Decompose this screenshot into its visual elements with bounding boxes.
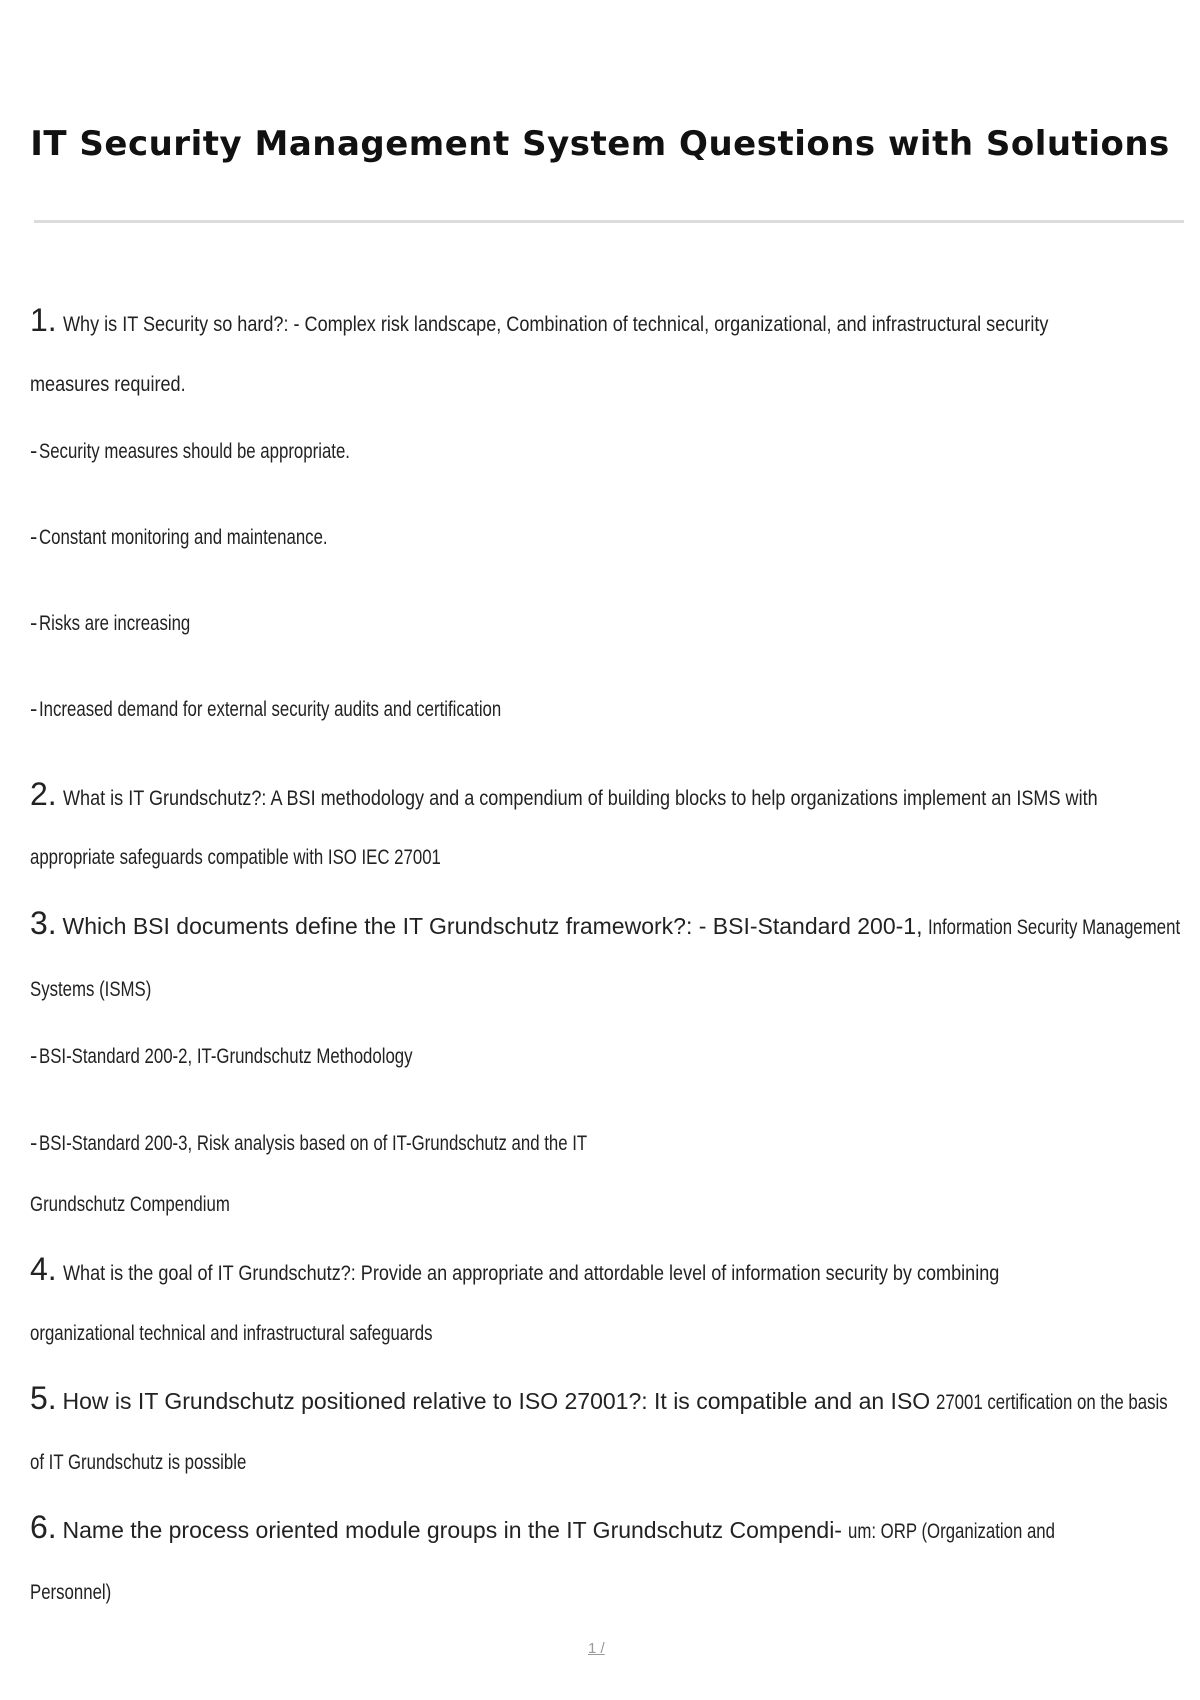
bullet-text: Constant monitoring and maintenance.	[39, 526, 328, 549]
question-text: 27001 certification on the basis	[936, 1391, 1168, 1414]
title-divider	[34, 220, 1184, 223]
answer-bullet	[30, 438, 428, 464]
bullet-dash: -	[30, 696, 38, 721]
bullet-text: Security measures should be appropriate.	[39, 440, 351, 463]
question-4	[30, 1251, 1151, 1288]
answer-bullet	[30, 524, 400, 550]
question-text: of IT Grundschutz is possible	[30, 1451, 247, 1474]
question-5-cont	[30, 1451, 300, 1475]
question-number: 2.	[30, 776, 57, 812]
bullet-text: BSI-Standard 200-3, Risk analysis based on of IT-Grundschutz and the IT	[39, 1132, 588, 1155]
question-text: Why is IT Security so hard?: - Complex risk landscape, Combination of technical, organizational, and infrastructural security	[62, 313, 1048, 336]
question-text: um: ORP (Organization and	[847, 1520, 1055, 1543]
bullet-dash: -	[30, 1130, 38, 1155]
question-text: organizational technical and infrastructural safeguards	[30, 1322, 433, 1345]
bullet-dash: -	[30, 524, 38, 549]
bullet-text: Risks are increasing	[39, 612, 191, 635]
bullet-text: BSI-Standard 200-2, IT-Grundschutz Methodology	[39, 1045, 413, 1068]
question-text: Information Security Management	[928, 916, 1181, 939]
question-text: measures required.	[30, 373, 186, 396]
answer-bullet	[30, 696, 617, 722]
question-1	[30, 302, 1200, 339]
question-text: Which BSI documents define the IT Grundschutz framework?: - BSI-Standard 200-1,	[62, 913, 923, 939]
question-6-cont	[30, 1581, 132, 1605]
question-text: appropriate safeguards compatible with ISO IEC 27001	[30, 846, 441, 869]
answer-bullet	[30, 1043, 506, 1069]
question-number: 4.	[30, 1251, 57, 1287]
answer-bullet	[30, 1130, 725, 1156]
question-number: 6.	[30, 1509, 57, 1545]
question-6	[30, 1509, 1107, 1546]
question-2	[30, 776, 1200, 813]
bullet-dash: -	[30, 610, 38, 635]
bullet-text: Increased demand for external security audits and certification	[39, 698, 502, 721]
question-3-cont	[30, 978, 182, 1002]
question-text: Personnel)	[30, 1581, 112, 1604]
question-text: How is IT Grundschutz positioned relative to ISO 27001?: It is compatible and an ISO	[62, 1388, 931, 1414]
question-number: 3.	[30, 905, 57, 941]
question-5	[30, 1380, 1200, 1417]
bullet-dash: -	[30, 438, 38, 463]
question-text: What is the goal of IT Grundschutz?: Provide an appropriate and attordable level of information security by combining	[62, 1262, 999, 1285]
bullet-text: Grundschutz Compendium	[30, 1193, 230, 1216]
question-text: What is IT Grundschutz?: A BSI methodology and a compendium of building blocks to help organizations implement an ISMS with	[62, 787, 1098, 810]
question-number: 5.	[30, 1380, 57, 1416]
question-text: Name the process oriented module groups in the IT Grundschutz Compendi-	[62, 1517, 842, 1543]
question-1-cont	[30, 373, 211, 397]
page-title: IT Security Management System Questions with Solutions	[30, 124, 1170, 164]
answer-bullet	[30, 610, 228, 636]
page-number: 1 /	[588, 1640, 605, 1657]
question-number: 1.	[30, 302, 57, 338]
answer-bullet-cont	[30, 1193, 280, 1217]
bullet-dash: -	[30, 1043, 38, 1068]
question-4-cont	[30, 1322, 533, 1346]
question-2-cont	[30, 846, 544, 870]
question-3	[30, 905, 1200, 942]
question-text: Systems (ISMS)	[30, 978, 152, 1001]
